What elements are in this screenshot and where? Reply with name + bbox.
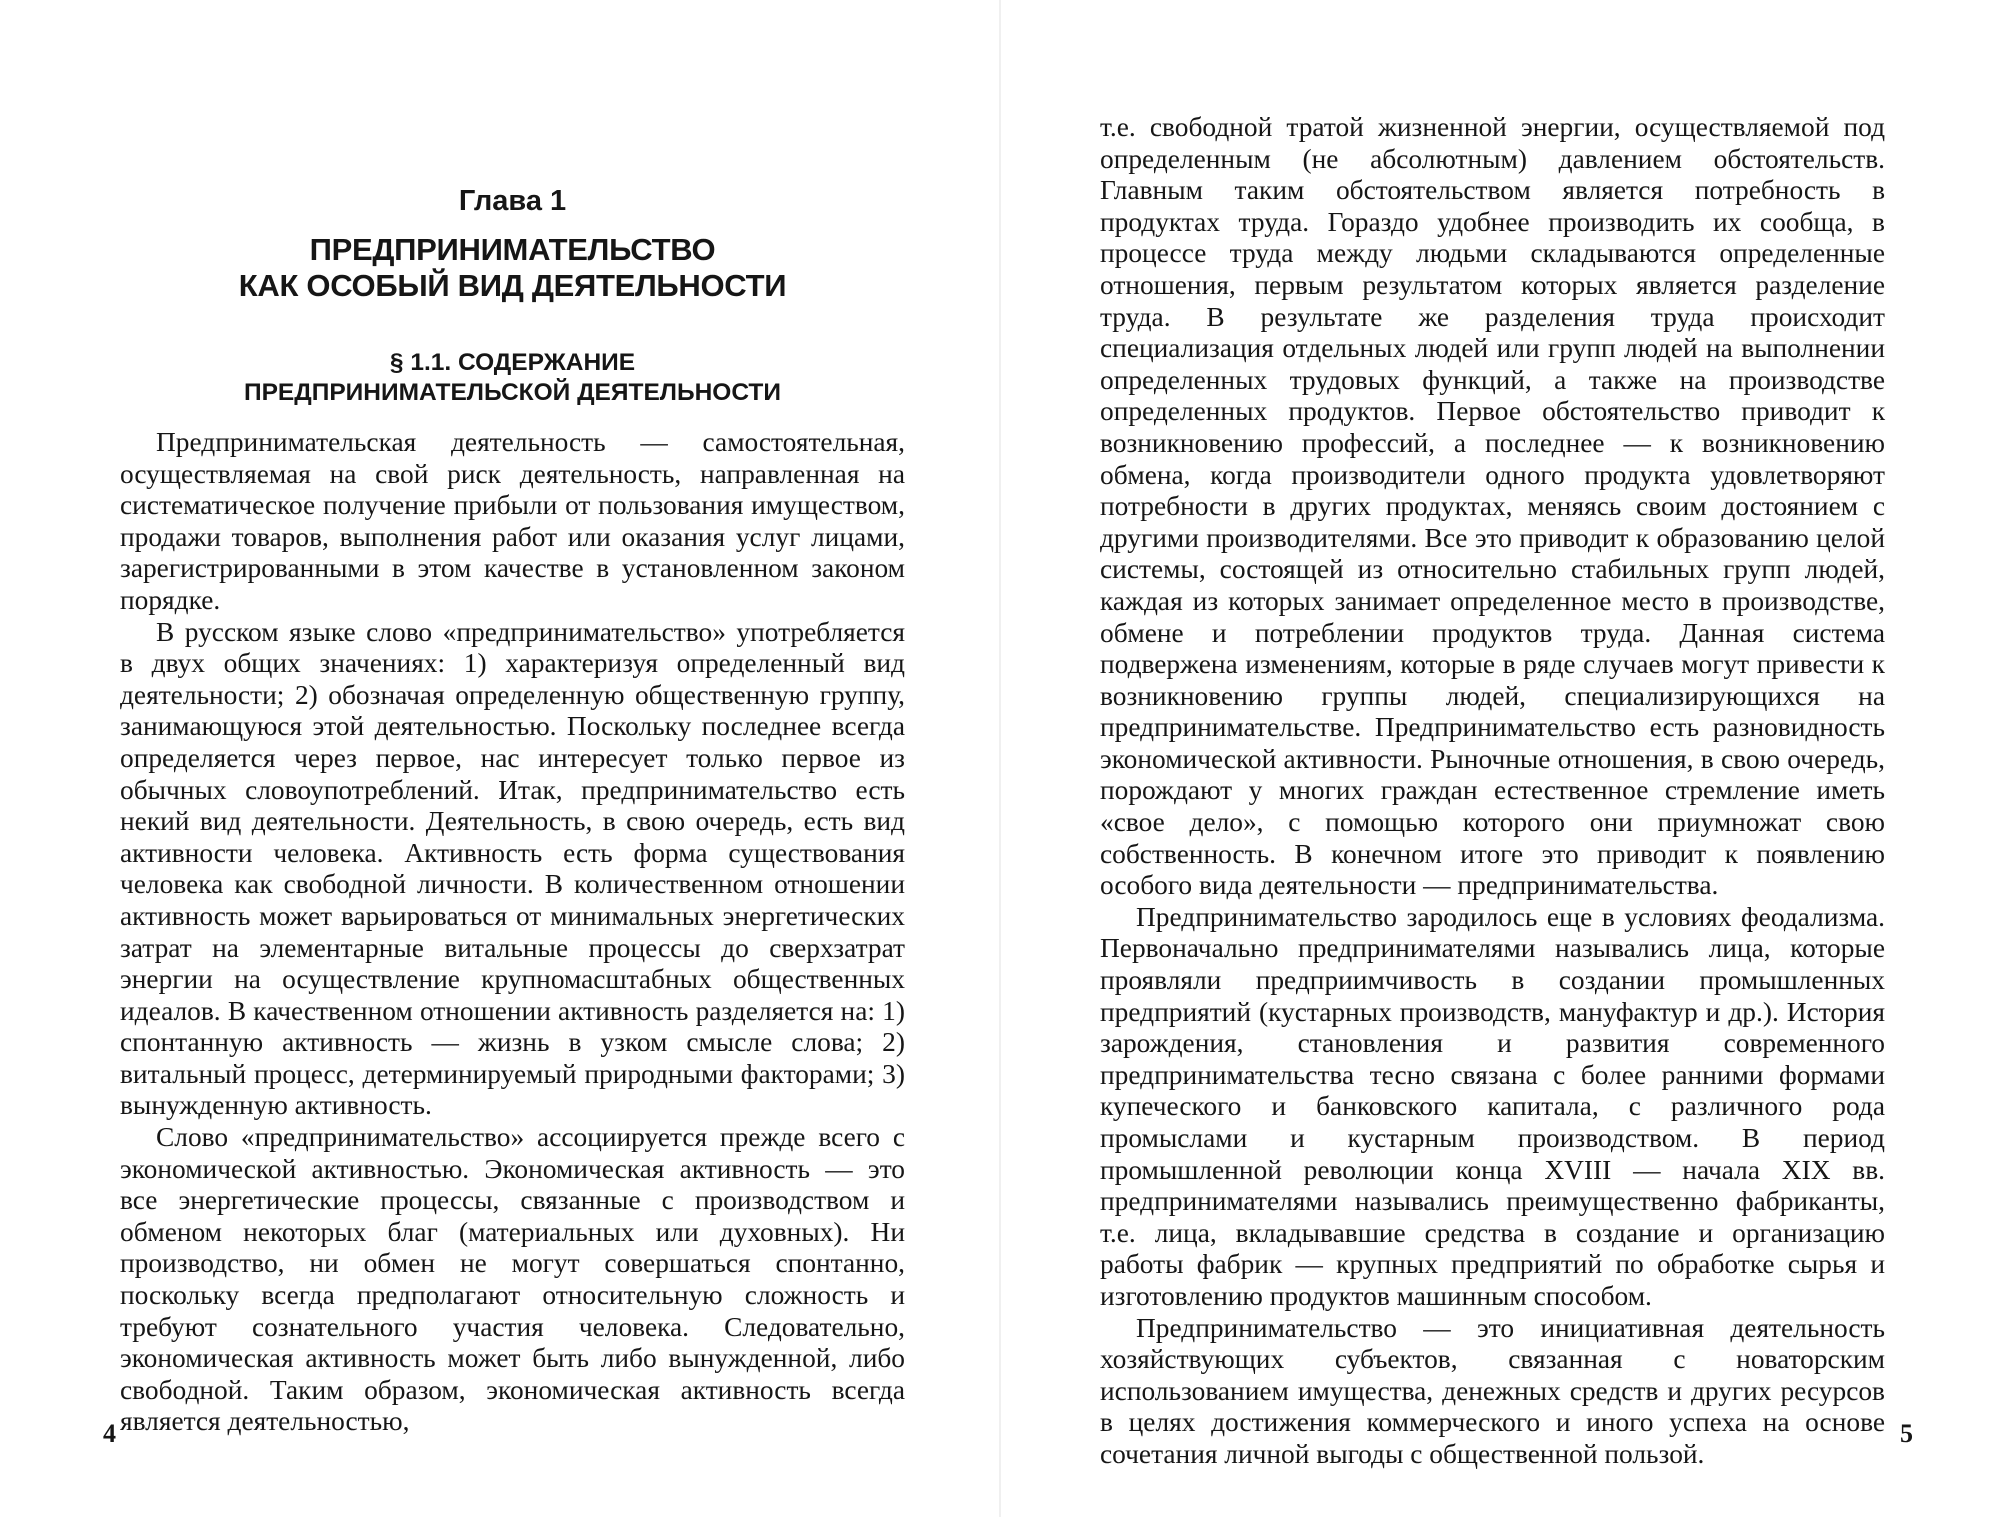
section-title [120, 348, 905, 408]
paragraph: Предпринимательство — это инициативная деятельность хозяйствующих субъектов, связанная с новаторским использованием имущества, денежных средств и других ресурсов в целях достижения коммерческого и иного успеха на основе сочетания личной выгоды с общественной пользой. [1100, 1312, 1885, 1469]
chapter-title [120, 232, 905, 304]
paragraph: т.е. свободной тратой жизненной энергии, осуществляемой под определенным (не абсолютным) давлением обстоятельств. Главным таким обстоятельством является потребность в продуктах труда. Гораздо удобнее производить их сообща, в процессе труда между людьми складываются определенные отношения, первым результатом которых является разделение труда. В результате же разделения труда происходит специализация отдельных людей или групп людей на выполнении определенных трудовых функций, а также на производстве определенных продуктов. Первое обстоятельство приводит к возникновению профессий, а последнее — к возникновению обмена, когда производители одного продукта удовлетворяют потребности в других продуктах, меняясь своим достоянием с другими производителями. Все это приводит к образованию целой системы, состоящей из относительно стабильных групп людей, каждая из которых занимает определенное место в производстве, обмене и потреблении продуктов труда. Данная система подвержена изменениям, которые в ряде случаев могут привести к возникновению группы людей, специализирующихся на предпринимательстве. Предпринимательство есть разновидность экономической активности. Рыночные отношения, в свою очередь, порождают у многих граждан естественное стремление иметь «свое дело», с помощью которого они приумножат свою собственность. В конечном итоге это приводит к появлению особого вида деятельности — предпринимательства. [1100, 112, 1885, 901]
page-number-left: 4 [103, 1419, 116, 1448]
chapter-title-line: ПРЕДПРИНИМАТЕЛЬСТВО [309, 232, 716, 267]
section-title-line: § 1.1. СОДЕРЖАНИЕ [389, 349, 636, 376]
left-page-body [120, 427, 905, 1438]
chapter-number: Глава 1 [458, 185, 567, 217]
paragraph: В русском языке слово «предпринимательство» употребляется в двух общих значениях: 1) характеризуя определенный вид деятельности; 2) обозначая определенную общественную группу, занимающуюся этой деятельностью. Поскольку последнее всегда определяется через первое, нас интересует только первое из обычных словоупотреблений. Итак, предпринимательство есть некий вид деятельности. Деятельность, в свою очередь, есть вид активности человека. Активность есть форма существования человека как свободной личности. В количественном отношении активность может варьироваться от минимальных энергетических затрат на элементарные витальные процессы до сверхзатрат энергии на осуществление крупномасштабных общественных идеалов. В качественном отношении активность разделяется на: 1) спонтанную активность — жизнь в узком смысле слова; 2) витальный процесс, детерминируемый природными факторами; 3) вынужденную активность. [120, 616, 905, 1121]
paragraph: Предпринимательство зародилось еще в условиях феодализма. Первоначально предпринимателями назывались лица, которые проявляли предприимчивость в создании промышленных предприятий (кустарных производств, мануфактур и др.). История зарождения, становления и развития современного предпринимательства тесно связана с более ранними формами купеческого и банковского капитала, с различного рода промыслами и кустарным производством. В период промышленной революции конца XVIII — начала XIX вв. предпринимателями назывались преимущественно фабриканты, т.е. лица, вкладывавшие средства в создание и организацию работы фабрик — крупных предприятий по обработке сырья и изготовлению продуктов машинным способом. [1100, 901, 1885, 1311]
paragraph: Предпринимательская деятельность — самостоятельная, осуществляемая на свой риск деятельность, направленная на систематическое получение прибыли от пользования имуществом, продажи товаров, выполнения работ или оказания услуг лицами, зарегистрированными в этом качестве в установленном законом порядке. [120, 427, 905, 615]
right-page [1000, 0, 2000, 1517]
right-page-body [1100, 112, 1885, 1471]
paragraph: Слово «предпринимательство» ассоциируется прежде всего с экономической активностью. Экономическая активность — это все энергетические процессы, связанные с производством и обменом некоторых благ (материальных или духовных). Ни производство, ни обмен не могут совершаться спонтанно, поскольку всегда предполагают относительную сложность и требуют сознательного участия человека. Следовательно, экономическая активность может быть либо вынужденной, либо свободной. Таким образом, экономическая активность всегда является деятельностью, [120, 1122, 905, 1437]
section-title-line: ПРЕДПРИНИМАТЕЛЬСКОЙ ДЕЯТЕЛЬНОСТИ [243, 379, 782, 406]
chapter-title-line: КАК ОСОБЫЙ ВИД ДЕЯТЕЛЬНОСТИ [238, 268, 787, 303]
page-number-right: 5 [1900, 1419, 1913, 1448]
